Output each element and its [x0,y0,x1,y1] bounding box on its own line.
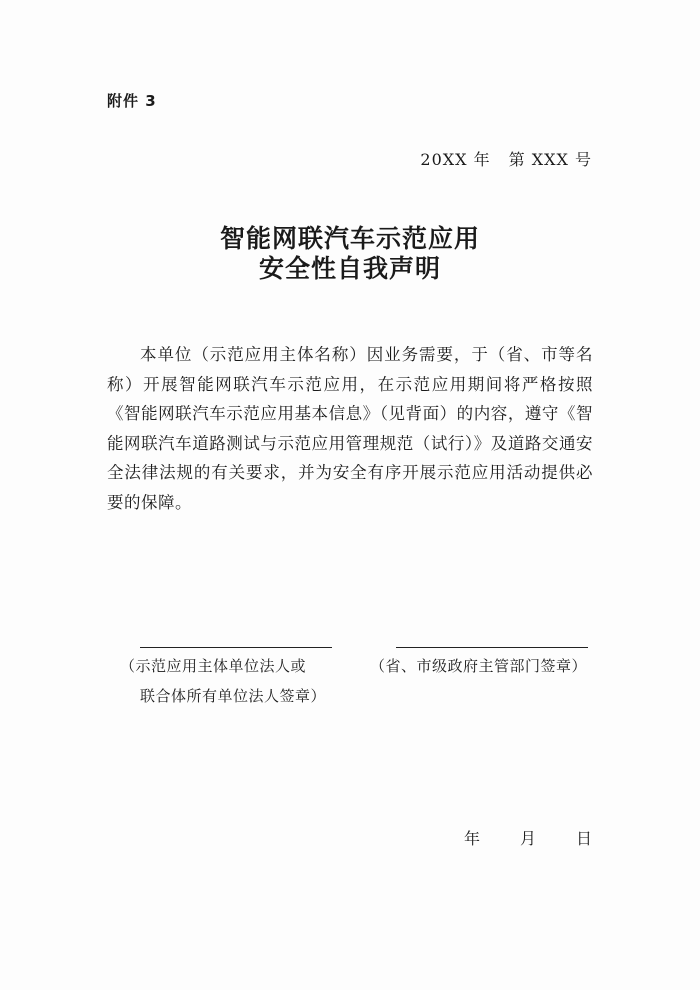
date-day: 日 [576,829,593,848]
signature-left-caption-2: 联合体所有单位法人签章） [140,687,327,705]
date-year: 年 [464,829,481,848]
signature-left-caption-1: （示范应用主体单位法人或 [120,657,307,675]
document-serial: 第 XXX 号 [508,150,592,169]
title-line-1: 智能网联汽车示范应用 [219,224,480,253]
attachment-label: 附件 3 [107,92,157,110]
signature-line-right [396,647,588,648]
declaration-body: 本单位（示范应用主体名称）因业务需要，于（省、市等名称）开展智能网联汽车示范应用，在示范应用期间将严格按照《智能网联汽车示范应用基本信息》（见背面）的内容，遵守《智能网联汽车道路测试与示范应用管理规范（试行）》及道路交通安全法律法规的有关要求，并为安全有序开展示范应用活动提供必要的保障。 [107,345,593,512]
date-month: 月 [520,829,537,848]
document-year: 20XX 年 [420,150,491,169]
signature-line-left [140,647,332,648]
title-line-2: 安全性自我声明 [258,254,441,283]
signature-right-caption: （省、市级政府主管部门签章） [370,657,588,675]
document-number [420,147,592,170]
